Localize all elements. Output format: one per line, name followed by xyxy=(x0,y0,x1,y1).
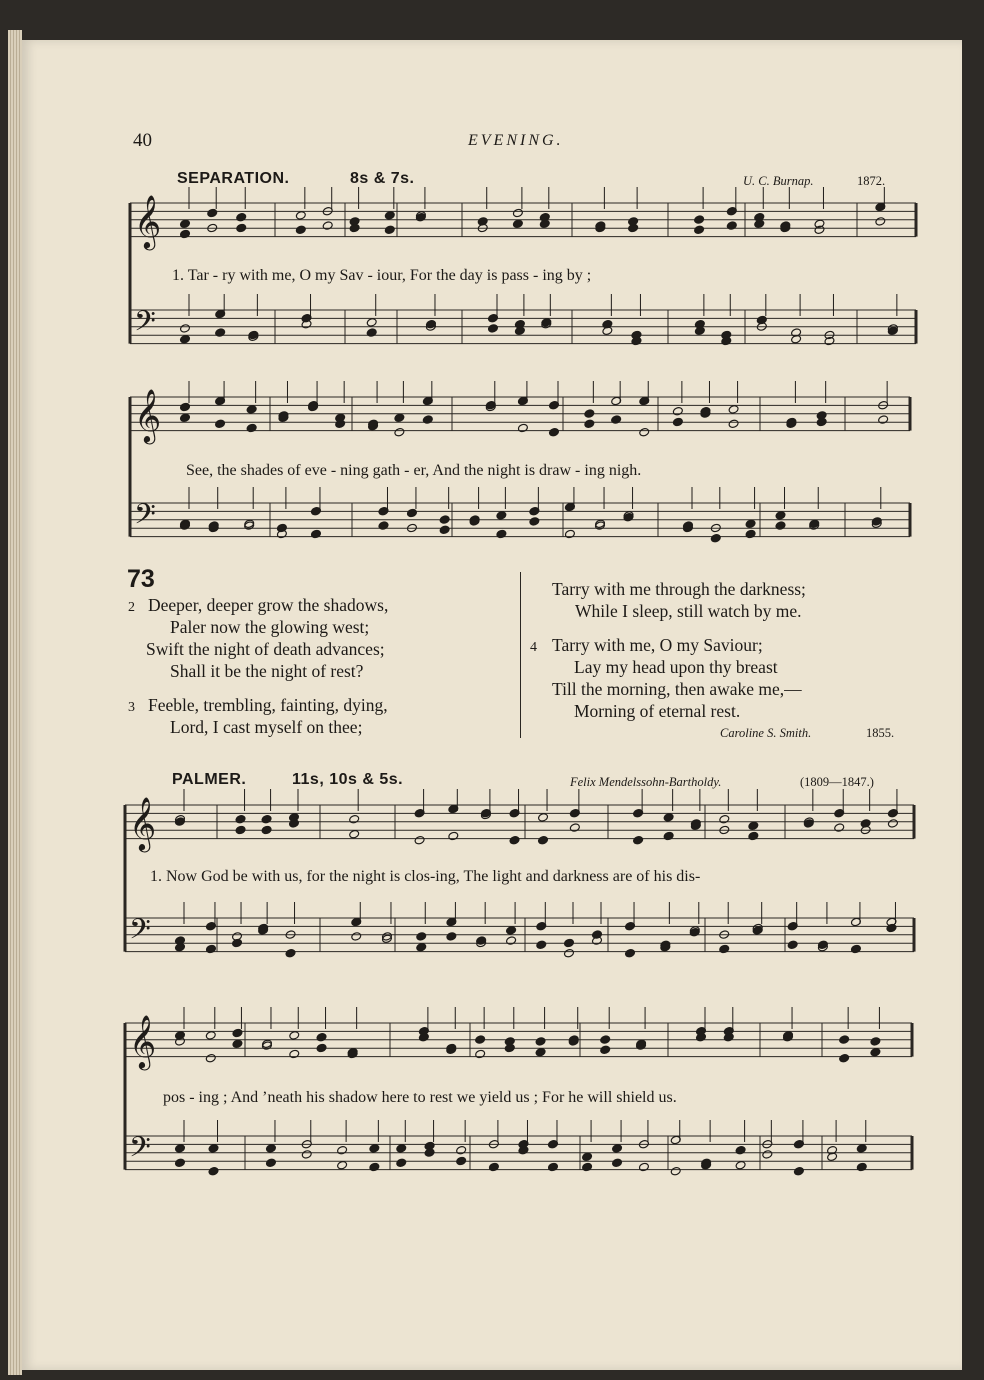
stanza-3-cont: Tarry with me through the darkness; While I sleep, still watch by me. xyxy=(552,579,806,621)
notehead xyxy=(289,1049,300,1059)
notehead xyxy=(536,940,547,950)
tune-name-palmer: PALMER. xyxy=(172,771,247,788)
notehead xyxy=(384,225,395,235)
notehead xyxy=(295,225,306,235)
notehead xyxy=(600,1045,611,1055)
notehead xyxy=(205,1031,216,1041)
notehead xyxy=(475,1035,486,1045)
notehead xyxy=(887,819,898,829)
notehead xyxy=(180,219,191,229)
notehead xyxy=(175,1144,186,1154)
notehead xyxy=(506,926,517,936)
notehead xyxy=(514,319,525,329)
tune-name-separation: SEPARATION. xyxy=(177,170,290,187)
meter-separation: 8s & 7s. xyxy=(350,170,415,187)
notehead xyxy=(517,423,528,433)
notehead xyxy=(602,319,613,329)
notehead xyxy=(180,334,191,344)
notehead xyxy=(322,221,333,231)
notehead xyxy=(509,835,520,845)
notehead xyxy=(748,821,759,831)
notehead xyxy=(856,1162,867,1172)
notehead xyxy=(745,529,756,539)
notehead xyxy=(538,813,549,823)
notehead xyxy=(235,814,246,824)
notehead xyxy=(870,1047,881,1057)
notehead xyxy=(856,1144,867,1154)
notehead xyxy=(496,511,507,521)
notehead xyxy=(215,328,226,338)
notehead xyxy=(628,217,639,227)
notehead xyxy=(762,1150,773,1160)
notehead xyxy=(180,402,191,412)
notehead xyxy=(564,938,575,948)
notehead xyxy=(232,1028,243,1038)
notehead xyxy=(394,427,405,437)
notehead xyxy=(564,529,575,539)
notehead xyxy=(611,415,622,425)
bass-clef-icon: 𝄢 xyxy=(129,913,151,953)
notehead xyxy=(539,212,550,222)
lyrics-line-3: 1. Now God be with us, for the night is clos-ing, The light and darkness are of his dis- xyxy=(150,868,701,885)
notehead xyxy=(694,225,705,235)
notehead xyxy=(870,1037,881,1047)
notehead xyxy=(569,823,580,833)
author-year: 1855. xyxy=(866,726,895,740)
notehead xyxy=(745,519,756,529)
notehead xyxy=(834,823,845,833)
notehead xyxy=(728,419,739,429)
notehead xyxy=(719,814,730,824)
notehead xyxy=(549,427,560,437)
notehead xyxy=(446,932,457,942)
notehead xyxy=(638,1162,649,1172)
stanza-3: 3 Feeble, trembling, fainting, dying, Lord, I cast myself on thee; xyxy=(128,695,388,737)
notehead xyxy=(639,427,650,437)
notehead xyxy=(180,413,191,423)
notehead xyxy=(756,315,767,325)
meter-palmer: 11s, 10s & 5s. xyxy=(292,771,404,788)
notehead xyxy=(261,814,272,824)
notehead xyxy=(366,318,377,328)
notehead xyxy=(205,1053,216,1063)
notehead xyxy=(878,415,889,425)
composer-dates: (1809—1847.) xyxy=(800,775,874,789)
notehead xyxy=(246,423,257,433)
treble-clef-icon: 𝄞 xyxy=(129,796,157,850)
notehead xyxy=(612,1158,623,1168)
notehead xyxy=(625,948,636,958)
notehead xyxy=(235,825,246,835)
notehead xyxy=(726,221,737,231)
notehead xyxy=(504,1037,515,1047)
notehead xyxy=(316,1043,327,1053)
notehead xyxy=(710,533,721,543)
notehead xyxy=(456,1145,467,1155)
notehead xyxy=(378,521,389,531)
composer-palmer: Felix Mendelssohn-Bartholdy. xyxy=(570,775,722,789)
bass-clef-icon: 𝄢 xyxy=(129,1131,151,1171)
lyrics-line-2: See, the shades of eve - ning gath - er, And the night is draw - ing nigh. xyxy=(186,462,642,479)
notehead xyxy=(215,419,226,429)
notehead xyxy=(416,932,427,942)
notehead xyxy=(265,1158,276,1168)
notehead xyxy=(839,1053,850,1063)
notehead xyxy=(735,1160,746,1170)
notehead xyxy=(672,417,683,427)
notehead xyxy=(439,525,450,535)
notehead xyxy=(860,819,871,829)
notehead xyxy=(180,229,191,239)
notehead xyxy=(232,932,243,942)
notehead xyxy=(754,212,765,222)
notehead xyxy=(422,415,433,425)
notehead xyxy=(850,944,861,954)
notehead xyxy=(349,829,360,839)
notehead xyxy=(816,411,827,421)
notehead xyxy=(416,942,427,952)
notehead xyxy=(246,405,257,415)
notehead xyxy=(477,217,488,227)
notehead xyxy=(584,409,595,419)
notehead xyxy=(600,1035,611,1045)
notehead xyxy=(839,1035,850,1045)
notehead xyxy=(351,932,362,942)
notehead xyxy=(261,825,272,835)
treble-clef-icon: 𝄞 xyxy=(134,194,162,248)
notehead xyxy=(349,814,360,824)
notehead xyxy=(384,211,395,221)
notehead xyxy=(735,1145,746,1155)
page-number: 40 xyxy=(133,130,152,151)
notehead xyxy=(337,1160,348,1170)
stanza-divider xyxy=(520,572,521,738)
notehead xyxy=(633,835,644,845)
treble-clef-icon: 𝄞 xyxy=(129,1014,157,1068)
notehead xyxy=(538,835,549,845)
notehead xyxy=(285,948,296,958)
notehead xyxy=(488,324,499,334)
notehead xyxy=(663,831,674,841)
notehead xyxy=(414,835,425,845)
notehead xyxy=(582,1152,593,1162)
notehead xyxy=(208,1166,219,1176)
notehead xyxy=(232,1039,243,1049)
running-head: EVENING. xyxy=(468,132,564,149)
notehead xyxy=(506,936,517,946)
notehead xyxy=(512,219,523,229)
notehead xyxy=(406,508,417,518)
notehead xyxy=(337,1145,348,1155)
notehead xyxy=(775,521,786,531)
notehead xyxy=(584,419,595,429)
composer-separation: U. C. Burnap. xyxy=(743,174,814,188)
notehead xyxy=(748,831,759,841)
lyrics-line-1: 1. Tar - ry with me, O my Sav - iour, For the day is pass - ing by ; xyxy=(172,267,592,284)
notehead xyxy=(208,1144,219,1154)
notehead xyxy=(728,405,739,415)
notehead xyxy=(793,1166,804,1176)
notehead xyxy=(694,215,705,225)
notehead xyxy=(310,529,321,539)
notehead xyxy=(582,1162,593,1172)
notehead xyxy=(424,1141,435,1151)
notehead xyxy=(236,212,247,222)
notehead xyxy=(612,1144,623,1154)
notehead xyxy=(295,211,306,221)
stanza-2: 2 Deeper, deeper grow the shadows, Paler now the glowing west; Swift the night of death advances; Shall it be the night of rest? xyxy=(128,595,389,681)
bass-clef-icon: 𝄢 xyxy=(134,498,156,538)
notehead xyxy=(396,1158,407,1168)
notehead xyxy=(791,328,802,338)
notehead xyxy=(564,948,575,958)
notehead xyxy=(787,940,798,950)
treble-clef-icon: 𝄞 xyxy=(134,388,162,442)
notehead xyxy=(236,223,247,233)
notehead xyxy=(694,319,705,329)
notehead xyxy=(547,1162,558,1172)
notehead xyxy=(180,324,191,334)
notehead xyxy=(369,1144,380,1154)
notehead xyxy=(529,517,540,527)
notehead xyxy=(448,831,459,841)
hymn-number: 73 xyxy=(127,565,155,593)
notehead xyxy=(205,944,216,954)
notehead xyxy=(175,1158,186,1168)
notehead xyxy=(875,217,886,227)
hymn-author: Caroline S. Smith. xyxy=(720,726,812,740)
notehead xyxy=(475,1049,486,1059)
stanza-4: 4 Tarry with me, O my Saviour; Lay my head upon thy breast Till the morning, then awake me,— Morning of eternal rest. xyxy=(530,635,802,721)
notehead xyxy=(349,217,360,227)
notehead xyxy=(301,1150,312,1160)
notehead xyxy=(175,936,186,946)
notehead xyxy=(663,813,674,823)
notehead xyxy=(439,515,450,525)
notehead xyxy=(456,1156,467,1166)
notehead xyxy=(496,529,507,539)
notehead xyxy=(316,1032,327,1042)
bass-clef-icon: 𝄢 xyxy=(134,305,156,345)
notehead xyxy=(719,944,730,954)
notehead xyxy=(366,328,377,338)
notehead xyxy=(207,208,218,218)
notehead xyxy=(775,511,786,521)
notehead xyxy=(670,1166,681,1176)
notehead xyxy=(289,1031,300,1041)
notehead xyxy=(396,1144,407,1154)
notehead xyxy=(535,1037,546,1047)
lyrics-line-4: pos - ing ; And ’neath his shadow here to rest we yield us ; For he will shield us. xyxy=(163,1089,677,1106)
notehead xyxy=(394,413,405,423)
notehead xyxy=(512,208,523,218)
notehead xyxy=(265,1144,276,1154)
year-separation: 1872. xyxy=(857,174,886,188)
notehead xyxy=(827,1145,838,1155)
notehead xyxy=(369,1162,380,1172)
notehead xyxy=(488,1162,499,1172)
notehead xyxy=(672,406,683,416)
notehead xyxy=(535,1047,546,1057)
